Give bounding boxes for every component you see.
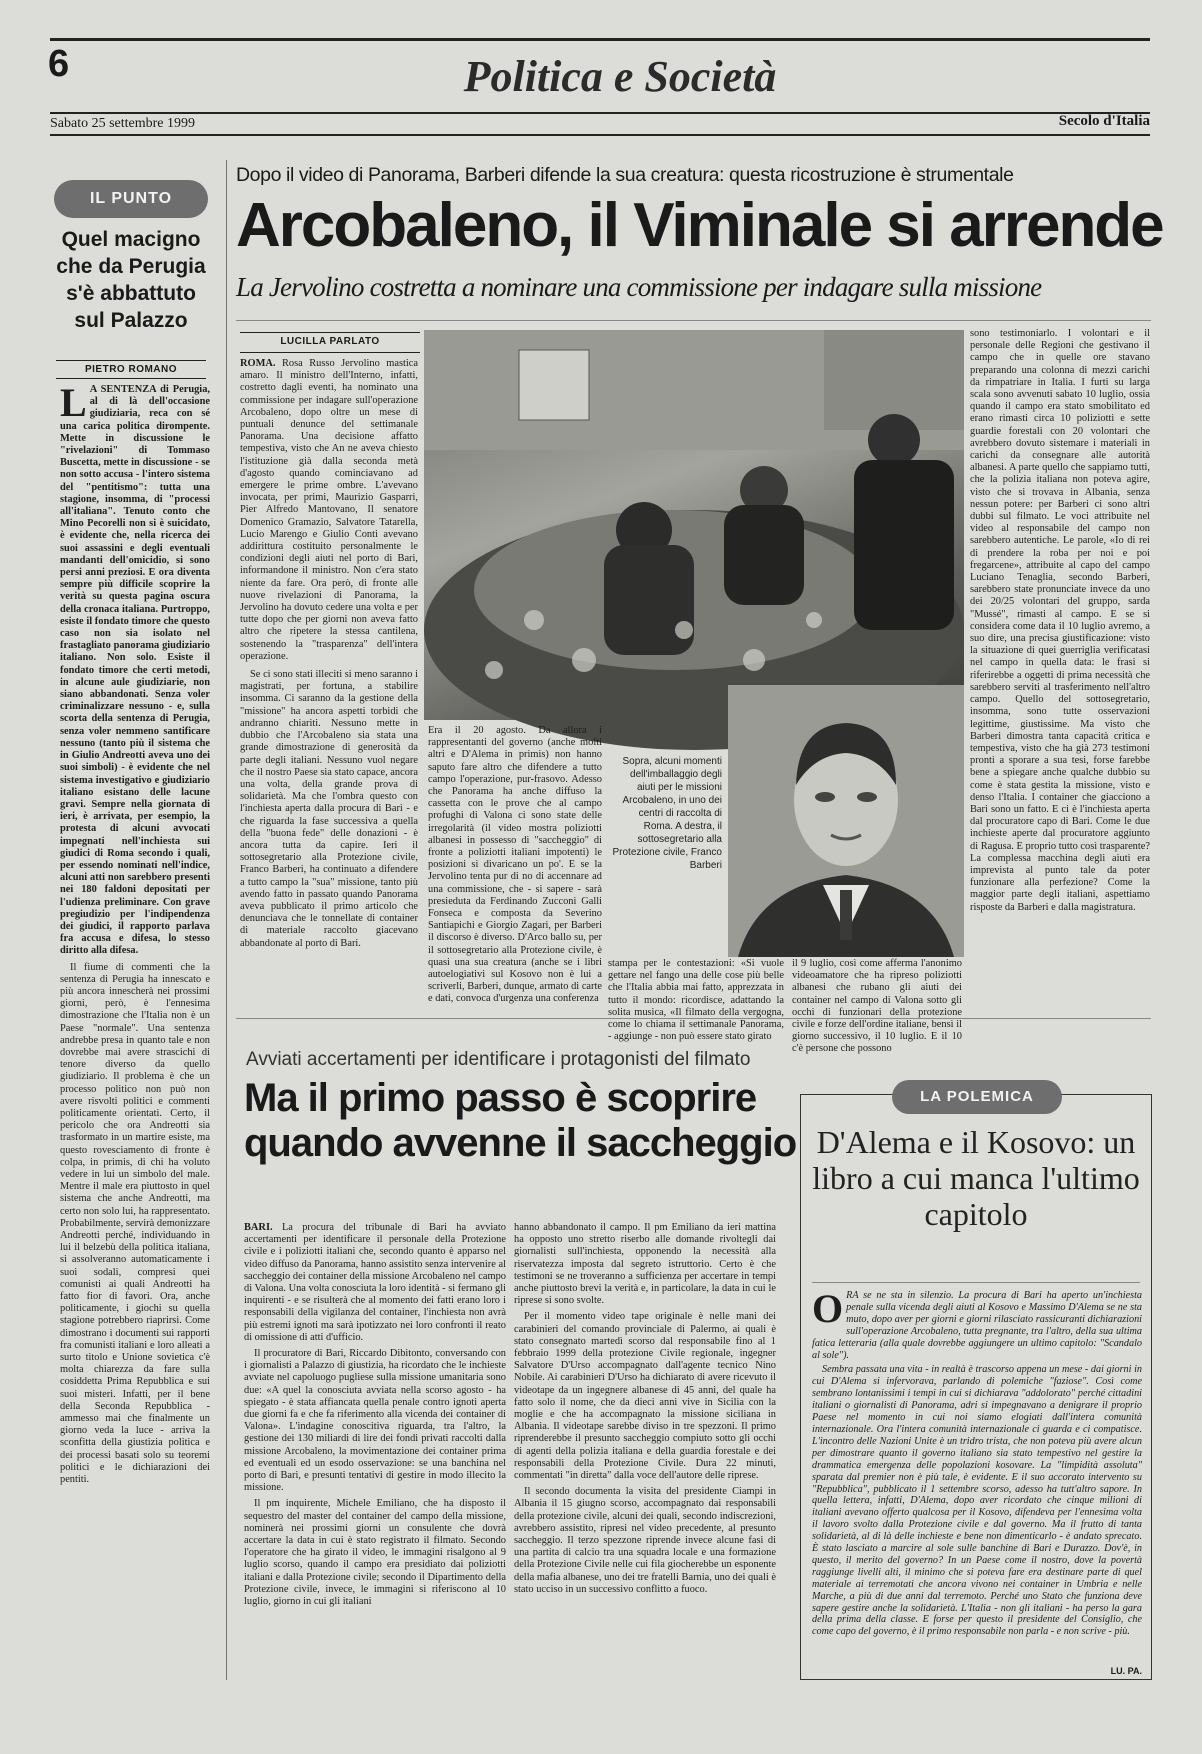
aid-packing-photo <box>424 330 964 720</box>
punto-rule-top <box>56 360 206 361</box>
second-col-1a: La procura del tribunale di Bari ha avviato accertamenti per identificare il personale della Protezione civile e i poliziotti italiani che, secondo quanto è apparso nel video diffuso da Panorama, hanno assistito senza intervenire al saccheggio dei container della missione Arcobaleno nel campo di Valona. Una volta conosciuta la loro identità - si fermano gli inquirenti - e se risulterà che al momento dei fatti erano loro i responsabili della vigilanza del container, l'inchiesta non avrà più estremi ignoti ma sarà ipotizzato nei loro confronti il reato di omissione di atti d'ufficio. <box>244 1222 506 1343</box>
main-headline: Arcobaleno, il Viminale si arrende <box>236 191 1163 260</box>
punto-dropcap: L <box>60 380 87 425</box>
main-col-3a <box>608 958 784 1043</box>
punto-author: PIETRO ROMANO <box>84 364 178 375</box>
main-col-2 <box>428 725 602 1005</box>
second-col-1 <box>244 1222 506 1680</box>
main-author: LUCILLA PARLATO <box>280 336 380 347</box>
polemica-rule <box>812 1282 1140 1283</box>
top-rule <box>50 38 1150 41</box>
main-byline-rule-bottom <box>240 352 420 353</box>
barberi-portrait-illustration <box>728 685 964 957</box>
second-col-2b: Per il momento video tape originale è nelle mani dei carabinieri del comando provinciale di Palermo, ai quali è stato consegnato martedì scorso dal responsabile fino al 1 febbraio 1999 della protezione Civile regionale, ingegner Salvatore D'Urso accompagnato dall'agente tecnico Nino Nobile. Ai carabinieri D'Urso ha dichiarato di avere ricevuto il videotape da un ingegnere albanese di 45 anni, del quale ha fatto solo il nome, che da dieci anni vive in Sicilia con la moglie e che ha accompagnato la missione siciliana in Albania. Il videotape sarebbe diviso in tre spezzoni. Il primo riprenderebbe il presunto saccheggio compiuto sotto gli occhi di agenti della polizia italiana e della guardia forestale e dei responsabili della Protezione Civile. Dura 22 minuti, commentati "in diretta" dalla voce dell'autore delle riprese. <box>514 1311 776 1482</box>
polemica-paragraph-1: RA se ne sta in silenzio. La procura di Bari ha aperto un'inchiesta penale sulla vicenda degli aiuti al Kosovo e Massimo D'Alema se ne sta muto, dopo aver per giorni e giorni rilasciato rassicuranti dichiarazioni sull'operazione Arcobaleno, tutta pregnante, tra l'altro, della sua ultima fatica letteraria (alla quale dovrebbe aggiungere un ultimo capitolo: "Scandalo al sole"). <box>812 1290 1142 1361</box>
aid-packing-illustration <box>424 330 964 720</box>
subhead-rule <box>236 320 1151 321</box>
punto-body <box>60 380 210 1674</box>
main-col-3a-text: stampa per le contestazioni: «Si vuole gettare nel fango una delle cose più belle che l'Italia abbia mai fatto, apprezzata in tutto il mondo: ricordisce, adattando la solita musica, «Il filmato della vergogna, come lo chiama il settimanale Panorama, - aggiunge - non può essere stato girato <box>608 958 784 1043</box>
punto-rule-bottom <box>56 378 206 379</box>
main-col-3b <box>792 958 962 1055</box>
photo-caption: Sopra, alcuni momenti dell'imballaggio degli aiuti per le missioni Arcobaleno, in uno dei centri di raccolta di Roma. A destra, il sottosegretario alla Protezione civile, Franco Barberi <box>612 756 722 871</box>
main-kicker: Dopo il video di Panorama, Barberi difende la sua creatura: questa ricostruzione è strumentale <box>236 164 1014 186</box>
main-col-4-text: sono testimoniarlo. I volontari e il personale delle Regioni che gestivano il campo che in quelle ore stavano preparando una colonna di mezzi carichi da rimpatriare in Italia. I furti su larga scala sono avvenuti sabato 10 luglio, ossia quando il campo era stato smobilitato ed erano rimasti circa 10 poliziotti e sette guardie forestali con 20 volontari che avrebbero dovuto sistemare i materiali in carichi da consegnare alle autorità albanesi. A parte quello che sappiamo tutti, che la polizia italiana non poteva agire, visto che si trovava in Albania, senza nessun potere: per Barberi ci sono altri dubbi sul filmato. Le voci attribuite nel video al responsabile del campo non sarebbero autentiche. Le parole, «Io di rei di prendere la roba per noi e poi fregarcene», attribuite al capo del campo Luciano Tenaglia, secondo Barberi, sarebbero state pronunciate invece da uno dei 20/25 volontari del gruppo, sarda "Mussé", rimasti al campo. E se si considera come data il 10 luglio avremo, a suo dire, una precisa giustificazione: visto la situazione di quei guerriglia verificatasi nel campo in quella data: le frasi si riferirebbe a oggetti di prima necessità che sarebbero serviti al trasferimento nell'altro campo. Quello del sottosegretario, insomma, sono tutte osservazioni legittime, giustissime. Ma visto che Barberi dimostra tanta capacità critica e tempestiva, visto che ha già 273 testimoni pronti a sporare a sua tesi, forse farebbe bene a spiegare anche qualche dubbio su come è stata gestita la missione, visto e denso l'Italia. I container che giacciono a Bari sono un fatto. E ci è l'inchiesta aperta dal procuratore capo di Bari. Come le due inchieste aperte dal procuratore aggiunto di Ragusa. E proprio tutto così trasparente? La complessa macchina degli aiuti era imprevista al punto tale da poter funzionare alla perfezione? Come la maggior parte degli italiani, aspettiamo risposte da Barberi e dalla magistratura. <box>970 328 1150 913</box>
punto-paragraph-1: A SENTENZA di Perugia, al di là dell'occasione giudiziaria, reca con sé una carica politica dirompente. Mette in discussione le "rivelazioni" di Tommaso Buscetta, mette in discussione - se non sotto accusa - l'intero sistema del "pentitismo": tutta una stagione, insomma, di "processi all'italiana". Tenuto conto che Mino Pecorelli non si è suicidato, è evidente che, nella ricerca dei suoi assassini e degli eventuali mandanti dell'omicidio, si sono persi anni preziosi. E ora diventa sempre più difficile scoprire la verità su questa pagina oscura della cronaca italiana. Purtroppo, esiste il fondato timore che questo caso non sia isolato nel frastagliato panorama giudiziario italiano. Non solo. Esiste il fondato timore che certi metodi, in alcune aule giudiziarie, non siano abbandonati. Senza voler criminalizzare nessuno - e, sulla scorta della sentenza di Perugia, senza voler nemmeno santificare nessuno (tanto più il sistema che in Giulio Andreotti aveva uno dei suoi simboli) - è evidente che nel sistema investigativo e giudiziario italiano esistano delle lacune gravi. Sempre nella giornata di ieri, è arrivata, per esempio, la protesta di alcuni avvocati impegnati nell'inchiesta sui giudici di Roma secondo i quali, per essendo nominati nell'indice, alcuni atti non sarebbero presenti nei 180 faldoni depositati per l'udienza preliminare. Con grave pregiudizio per l'indipendenza dei giudici, il rapporto parlava fra accusa e difesa, lo stesso diritto alla difesa. <box>60 384 210 957</box>
main-col-1a: Rosa Russo Jervolino mastica amaro. Il ministro dell'Interno, infatti, costretto dagli eventi, ha nominato una commissione per indagare sull'operazione Arcobaleno, dopo oltre un mese di puntuali denunce del settimanale Panorama. Una decisione affatto tempestiva, visto che An ne aveva chiesto l'istituzione già dalla seconda metà d'agosto quando cominciavano ad emergere le prime ombre. L'avevano invocata, per primi, Maurizio Gasparri, Pier Alfredo Mantovano, Il senatore Domenico Gramazio, Salvatore Tatarella, Lucio Marengo e Giulio Conti avevano addirittura costituito personalmente le condizioni degli aiuti nel porto di Bari, informandone il ministro. Non c'era stato niente da fare. Ora però, di fronte alle nuove rivelazioni di Panorama, la Jervolino ha dovuto cedere una volta e per tutte dopo che per giorni non aveva fatto altro che ripetere la stessa cantilena, sostenendo la "trasparenza" dell'intera operazione. <box>240 358 418 662</box>
polemica-signature: LU. PA. <box>1090 1666 1142 1676</box>
second-col-2a: hanno abbandonato il campo. Il pm Emiliano da ieri mattina ha opposto uno stretto riserbo alle domande rivoltegli dai giornalisti sull'inchiesta, opponendo la necessità alla riservatezza imposta dal segreto istruttorio. Certo è che testimoni se ne troveranno a sufficienza per accertare in tempi anche piuttosto brevi la verità e, in particolare, la data in cui le riprese si sono svolte. <box>514 1222 776 1307</box>
second-col-1c: Il pm inquirente, Michele Emiliano, che ha disposto il sequestro del master del container del campo della missione, nominerà nei prossimi giorni un consulente che dovrà accertare la data in cui è stato registrato il filmato. Secondo l'operatore che ha girato il video, le immagini risalgono al 9 luglio scorso, quando il campo era presidiato dai poliziotti italiani e dalla Protezione civile; secondo il Dipartimento della Protezione civile, invece, le immagini si riferiscono al 10 luglio, giorno in cui gli italiani <box>244 1498 506 1608</box>
polemica-dropcap: O <box>812 1286 844 1331</box>
barberi-portrait-photo <box>728 685 964 957</box>
main-col-1b: Se ci sono stati illeciti si meno saranno i magistrati, per fortuna, a stabilire insomma. Ci saranno da la gestione della "missione" ha ancora aspetti torbidi che andranno chiariti. Nessuno mette in dubbio che l'Arcobaleno sia stata una grande dimostrazione di generosità da parte degli italiani. Nessuno vuol negare che il nostro Paese sia stato capace, ancora una volta, della grande prova di solidarietà. Ma che l'ombra questo con l'inchiesta aperta dalla procura di Bari - e che riguarda la fase successiva a quella della "buona fede" delle donazioni - è ancora tutta da capire. Ieri il sottosegretario alla Protezione civile, Franco Barberi, ha continuato a difendere a tutto campo la "sua" missione, tanto più avendo fatto in passato quando Panorama aveva pubblicato il primo articolo che denunciava che le tonnellate di container di materiale raccolto giacevano abbandonate al porto di Bari. <box>240 669 418 949</box>
masthead-rule-lower <box>50 134 1150 136</box>
punto-title: Quel macigno che da Perugia s'è abbattuto sul Palazzo <box>56 228 206 332</box>
main-col-4 <box>970 328 1150 1012</box>
second-col-2 <box>514 1222 776 1680</box>
main-col-3b-text: il 9 luglio, così come afferma l'anonimo videoamatore che ha ripreso poliziotti albanesi che rubano gli aiuti dei container nel campo di Valona sotto gli occhi di funzionari della protezione civile e forze dell'ordine italiane, bensì il giorno successivo, il 10 luglio. E il 10 c'è persone che possono <box>792 958 962 1055</box>
page-number: 6 <box>48 43 70 85</box>
main-subhead: La Jervolino costretta a nominare una commissione per indagare sulla missione <box>236 272 1042 302</box>
second-kicker: Avviati accertamenti per identificare i protagonisti del filmato <box>246 1049 751 1070</box>
newspaper-name: Secolo d'Italia <box>1058 113 1150 129</box>
issue-date: Sabato 25 settembre 1999 <box>50 116 196 131</box>
second-col-2c: Il secondo documenta la visita del presidente Ciampi in Albania il 15 giugno scorso, accompagnato dai responsabili della protezione civile, alcuni dei quali, secondo indiscrezioni, avrebbero assistito, ripresi nel video precedente, al presunto saccheggio. Il terzo spezzone riprende invece alcune fasi di una partita di calcio tra una squadra locale e una formazione della Protezione Civile nelle cui fila giocherebbe un esponente della mafia albanese, uno dei tre fratelli Barnia, uno dei quali è stato ucciso in un successivo conflitto a fuoco. <box>514 1486 776 1595</box>
section-title: Politica e Società <box>463 52 777 101</box>
punto-paragraph-2: Il fiume di commenti che la sentenza di Perugia ha innescato e più ancora innescherà nei prossimi giorni, però, è l'ennesima dimostrazione che l'Italia non è un Paese "normale". Una sentenza andrebbe presa in quanto tale e non dovrebbe mai avere strascichi di tenore diverso da quello giudiziario. Il problema è che un processo politico non può non avere risvolti politici e commenti politicamente orientati. Certo, il pericolo che ora Andreotti sia trasformato in un martire esiste, ma questo rovesciamento di fronte è colpa, in primis, di chi ha voluto vedere in lui un simbolo del male. Mentre il male era piuttosto in quel sistema che anche Andreotti, ma certo non solo lui, ha rappresentato. Probabilmente, servirà demonizzare Andreotti perché, individuando in lui il belzebù della politica italiana, si assolveranno automaticamente i suoi sodali, compresi quei comunisti ai quali Andreotti ha fatto fior di favori. Ora, anche politicamente, i giochi su quella stagione potrebbero riaprirsi. Come dimostrano i documenti sui rapporti fra comunisti italiani e loro alleati a surto titolo e Unione sovietica c'è molta chiarezza da fare sulla cosiddetta Prima Repubblica e sui suoi misteri. Infatti, per il bene della Seconda Repubblica - ammesso mai che finalmente un giorno veda la luce - arriva la sconfitta della giustizia politica e dei processi basati solo su teoremi politici e le dichiarazioni dei pentiti. <box>60 961 210 1486</box>
second-col-1b: Il procuratore di Bari, Riccardo Dibitonto, conversando con i giornalisti a Palazzo di giustizia, ha ricordato che le inchieste avviate nel capoluogo pugliese sulla missione umanitaria sono due: «A quel la conosciuta avviata nella scorso agosto - ha spiegato - è stata affiancata quella penale contro ignoti aperta due giorni fa e che fa riferimento alla vicenda dei container di Valona». L'indagine conoscitiva riguarda, tra l'altro, la gestione dei 130 miliardi di lire dei fondi privati raccolti dalla missione Arcobaleno, la movimentazione dei container prima ed eventuali ed un esodo osservazione: se una banchina nel porto di Bari, e presunti tentativi di gestire in modo illecito la missione. <box>244 1348 506 1494</box>
punto-separator <box>226 160 227 1680</box>
main-dateline: ROMA. <box>240 358 276 369</box>
il-punto-badge: IL PUNTO <box>54 180 208 218</box>
polemica-paragraph-2: Sembra passata una vita - in realtà è trascorso appena un mese - dai giorni in cui D'Alema si infervorava, parlando di polemiche "faziose". Così come sembrano lontanissimi i tempi in cui si dichiarava "addolorato" perché cittadini italiani o giornalisti di Panorama, adri si impegnavano a denigrare il proprio Paese nel momento in cui noi siamo elogiati dall'intera comunità internazionale. Ora l'intera comunità internazionale ci guarda e ci compatisce. L'incontro delle Nazioni Unite è un tridro trista, che non poteva più avere alcun per dimostrare quanto il governo italiano sia stato tempestivo nel gestire la drammatica emergenza delle popolazioni kosovare. La "limpidità assoluta" sparata dal premier non è più tale, è evidente. E il suo accorato intervento su "Repubblica", pubblicato il 1 settembre scorso, adesso ha tutt'altro sapore. In quella lettera, infatti, D'Alema, dopo aver ricordato che cinque milioni di italiani avevano offerto qualcosa per il Kosovo, difendeva per l'ennesima volta il lavoro svolto dalla Protezione civile e dal governo. Ma il frutto di tanta solidarietà, al di là delle inchieste e bene non dimenticarlo - è andato sprecato. È stato lasciato a marcire al sole sulle banchine di Bari e Durazzo. Dov'è, in questo, il merito del governo? In un Paese come il nostro, dove la povertà raggiunge livelli alti, il minimo che si poteva fare era destinare parte di quel materiale ai terremotati che ancora vivono nei container in Umbria e nelle Marche, a più di due anni dal terremoto. Perché uno Stato che funziona deve sapere gestire anche la solidarietà. L'Italia - non gli italiani - ha perso la gara della prima della classe. E forse per questo il presidente del Consiglio, che come capo del governo, è il primo responsabile non parla - e non scrive - più. <box>812 1364 1142 1638</box>
main-bottom-rule <box>236 1018 1151 1019</box>
la-polemica-badge: LA POLEMICA <box>892 1080 1062 1114</box>
main-byline-rule-top <box>240 332 420 333</box>
second-dateline: BARI. <box>244 1222 273 1233</box>
polemica-title: D'Alema e il Kosovo: un libro a cui manca l'ultimo capitolo <box>812 1124 1140 1232</box>
main-col-2-text: Era il 20 agosto. Da allora i rappresentanti del governo (anche molti altri e D'Alema in primis) non hanno saputo fare altro che difendere a tutto campo l'operazione, pur-frasovo. Adesso che Panorama ha anche diffuso la cassetta con le prove che al campo profughi di Valona ci sono state delle irregolarità (il video mostra poliziotti albanesi in possesso di "saccheggio" di fronte a poliziotti italiani impotenti) le posizioni si divaricano un po'. E se la Jervolino tenta pur di no di accennare ad una commissione, che - si sapere - sarà presieduta da Ferdinando Zucconi Galli Fonseca e composta da Severino Santiapichi e Giorgio Zagari, per Barberi il discorso è diverso. D'Arco ballo su, per il sottosegretario alla Protezione civile, è quasi una sua creatura (anche se i libri autoelogiativi sul Kosovo non è lui a scriverli, Barberi, dunque, armato di carte e dati, convoca d'urgenza una conferenza <box>428 725 602 1005</box>
main-col-1 <box>240 358 418 1008</box>
second-headline: Ma il primo passo è scoprire quando avvenne il saccheggio <box>244 1076 797 1165</box>
polemica-body <box>812 1286 1142 1672</box>
